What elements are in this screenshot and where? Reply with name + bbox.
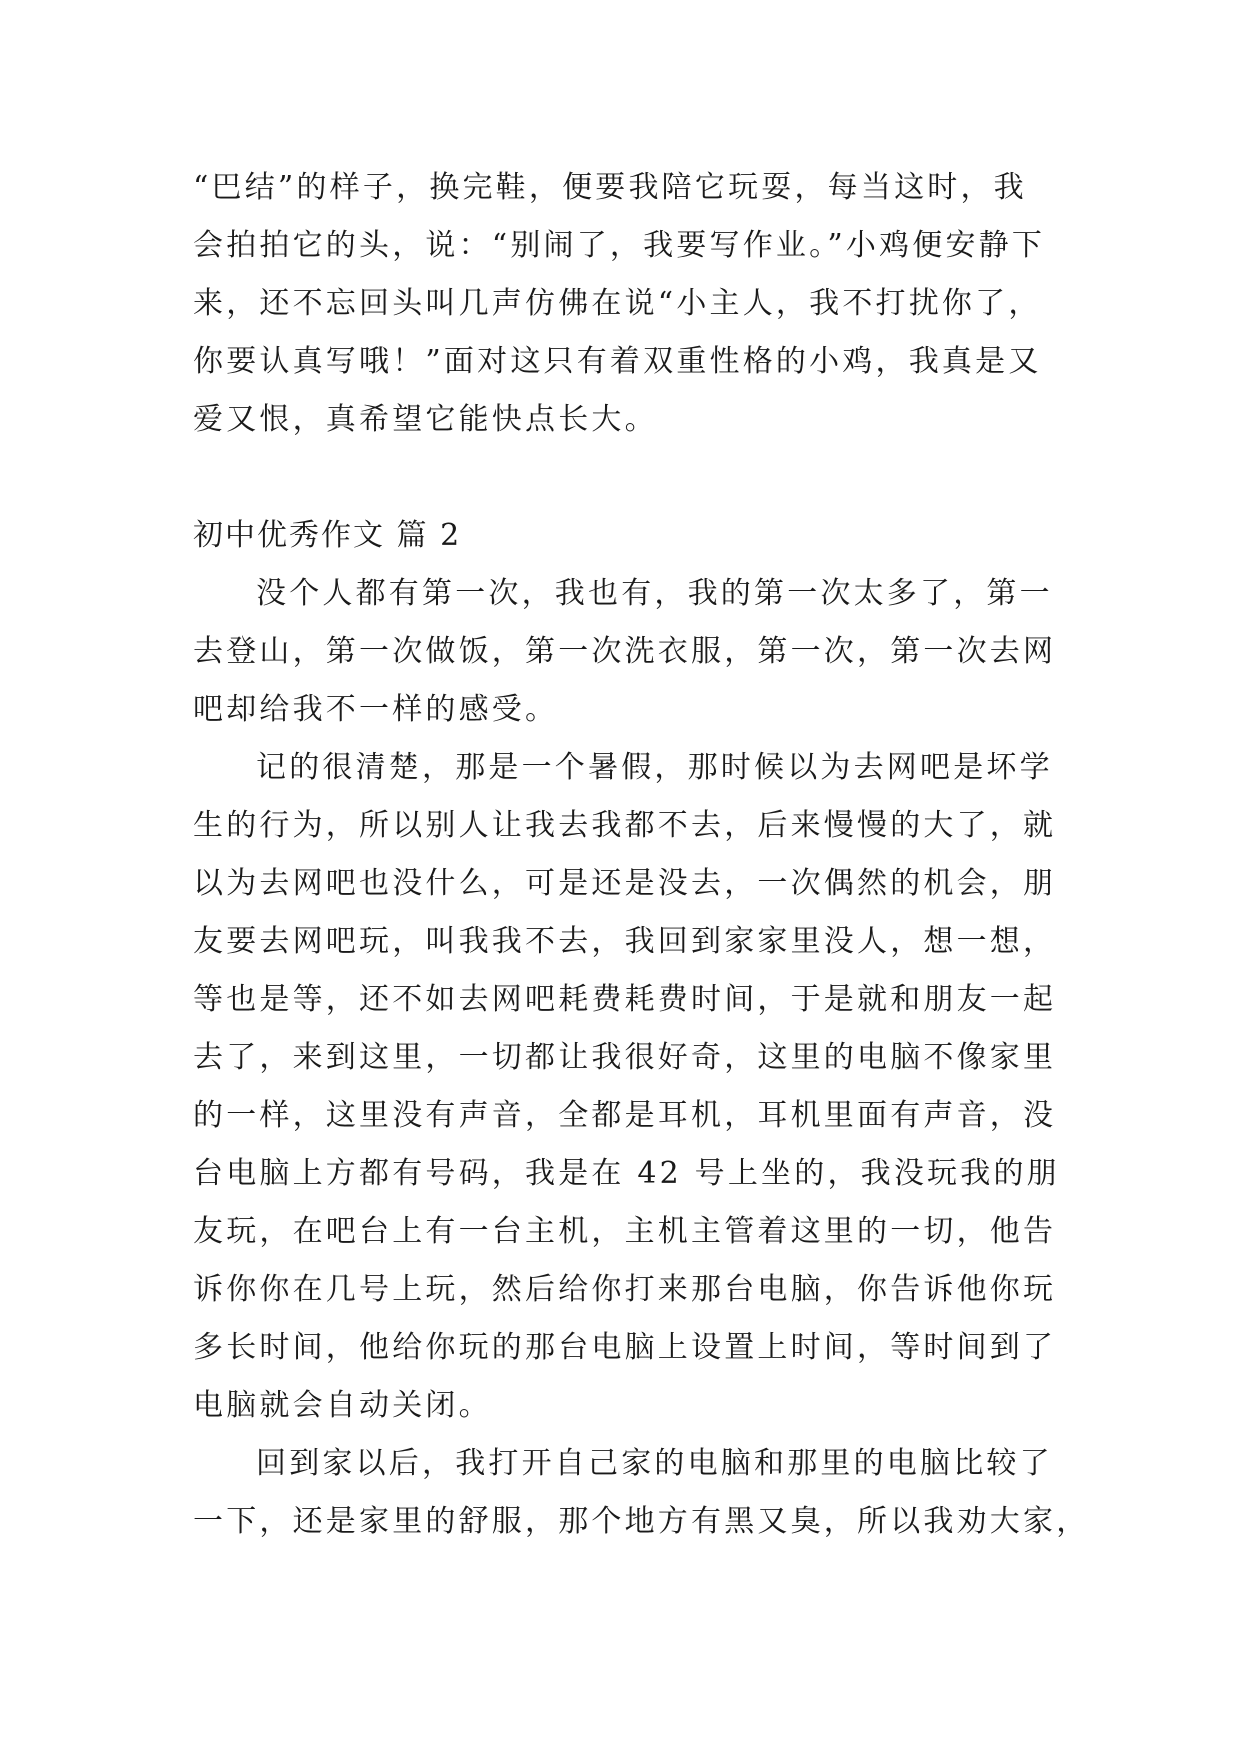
text-line: 的一样，这里没有声音，全都是耳机，耳机里面有声音，没	[193, 1098, 1057, 1133]
text-line: 吧却给我不一样的感受。	[193, 692, 559, 727]
text-line: 诉你你在几号上玩，然后给你打来那台电脑，你告诉他你玩	[193, 1272, 1057, 1307]
text-line: 多长时间，他给你玩的那台电脑上设置上时间，等时间到了	[193, 1330, 1057, 1365]
text-line: 一下，还是家里的舒服，那个地方有黑又臭，所以我劝大家，	[193, 1504, 1090, 1539]
text-line: 去登山，第一次做饭，第一次洗衣服，第一次，第一次去网	[193, 634, 1057, 669]
text-line: 友玩，在吧台上有一台主机，主机主管着这里的一切，他告	[193, 1214, 1057, 1249]
text-line: 你要认真写哦！”面对这只有着双重性格的小鸡，我真是又	[193, 344, 1042, 379]
text-line: 没个人都有第一次，我也有，我的第一次太多了，第一	[256, 576, 1053, 611]
text-line: 记的很清楚，那是一个暑假，那时候以为去网吧是坏学	[256, 750, 1053, 785]
text-line: 生的行为，所以别人让我去我都不去，后来慢慢的大了，就	[193, 808, 1057, 843]
text-line: 回到家以后，我打开自己家的电脑和那里的电脑比较了	[256, 1446, 1053, 1481]
section-heading: 初中优秀作文 篇 2	[193, 518, 462, 553]
text-line: 去了，来到这里，一切都让我很好奇，这里的电脑不像家里	[193, 1040, 1057, 1075]
text-line: 等也是等，还不如去网吧耗费耗费时间，于是就和朋友一起	[193, 982, 1057, 1017]
text-line: 以为去网吧也没什么，可是还是没去，一次偶然的机会，朋	[193, 866, 1057, 901]
text-line: 会拍拍它的头，说：“别闹了，我要写作业。”小鸡便安静下	[193, 228, 1046, 263]
text-line: 电脑就会自动关闭。	[193, 1388, 492, 1423]
text-line: 台电脑上方都有号码，我是在 42 号上坐的，我没玩我的朋	[193, 1156, 1060, 1191]
text-line: 爱又恨，真希望它能快点长大。	[193, 402, 658, 437]
text-line: “巴结”的样子，换完鞋，便要我陪它玩耍，每当这时，我	[193, 170, 1027, 205]
text-line: 友要去网吧玩，叫我我不去，我回到家家里没人，想一想，	[193, 924, 1057, 959]
text-line: 来，还不忘回头叫几声仿佛在说“小主人，我不打扰你了，	[193, 286, 1042, 321]
